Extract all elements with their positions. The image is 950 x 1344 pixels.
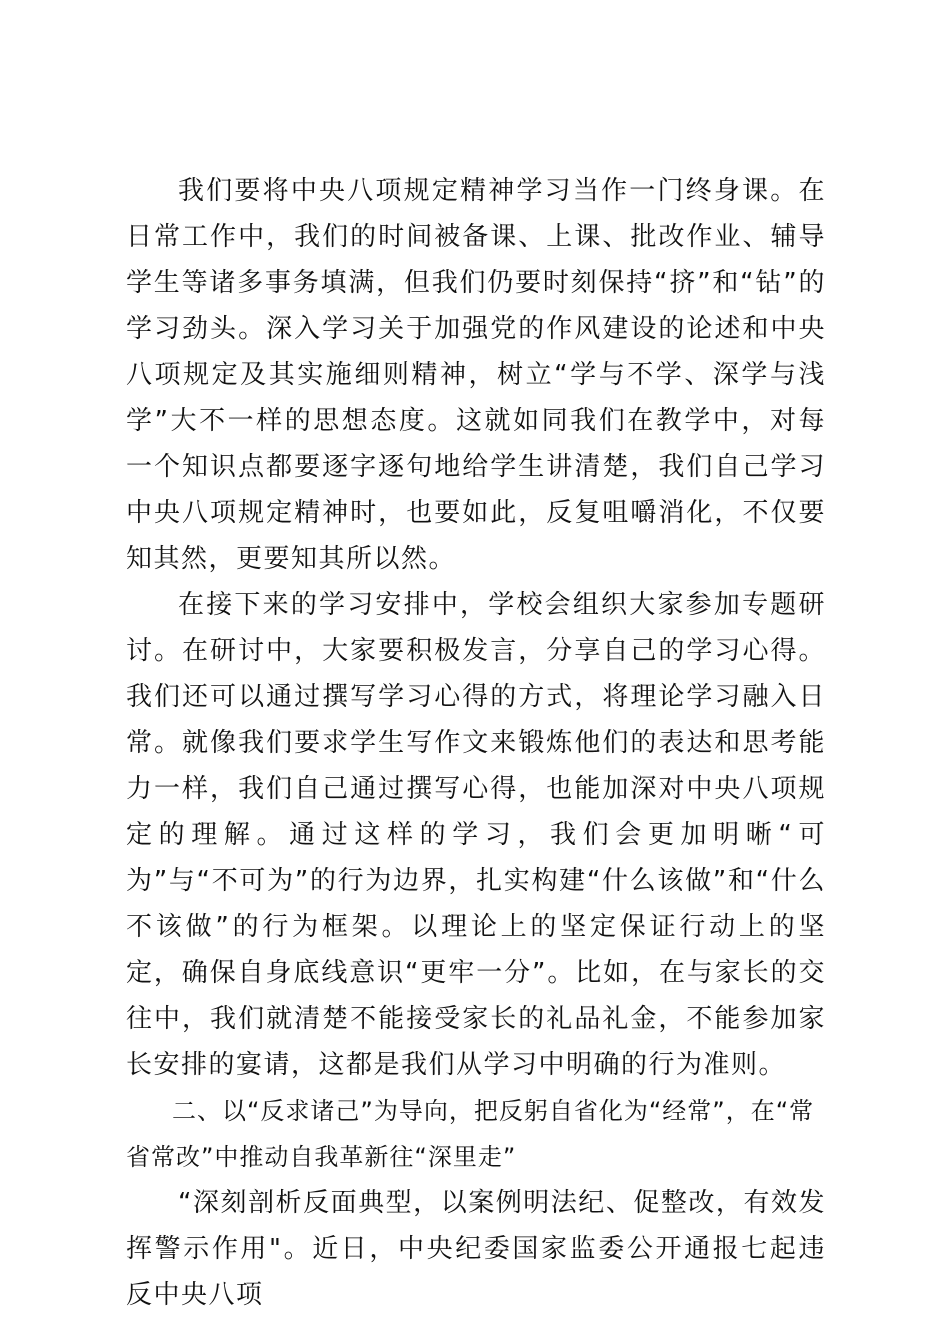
paragraph-study-arrangement: 在接下来的学习安排中，学校会组织大家参加专题研讨。在研讨中，大家要积极发言，分享自己的学习心得。我们还可以通过撰写学习心得的方式，将理论学习融入日常。就像我们要求学生写作文来锻炼他们的表达和思考能力一样，我们自己通过撰写心得，也能加深对中央八项规定的理解。通过这样的学习，我们会更加明晰“可为”与“不可为”的行为边界，扎实构建“什么该做”和“什么不该做”的行为框架。以理论上的坚定保证行动上的坚定，确保自身底线意识“更牢一分”。比如，在与家长的交往中，我们就清楚不能接受家长的礼品礼金，不能参加家长安排的宴请，这都是我们从学习中明确的行为准则。 (126, 590, 826, 1080)
document-body (126, 168, 826, 1318)
section-heading-two: 二、以“反求诸己”为导向，把反躬自省化为“经常”，在“常省常改”中推动自我革新往“深里走” (126, 1097, 815, 1171)
paragraph-warning-cases: “深刻剖析反面典型，以案例明法纪、促整改，有效发挥警示作用"。近日，中央纪委国家监委公开通报七起违反中央八项 (126, 1188, 826, 1310)
paragraph-study-lifelong-course: 我们要将中央八项规定精神学习当作一门终身课。在日常工作中，我们的时间被备课、上课、批改作业、辅导学生等诸多事务填满，但我们仍要时刻保持“挤”和“钻”的学习劲头。深入学习关于加强党的作风建设的论述和中央八项规定及其实施细则精神，树立“学与不学、深学与浅学”大不一样的思想态度。这就如同我们在教学中，对每一个知识点都要逐字逐句地给学生讲清楚，我们自己学习中央八项规定精神时，也要如此，反复咀嚼消化，不仅要知其然，更要知其所以然。 (126, 176, 826, 574)
